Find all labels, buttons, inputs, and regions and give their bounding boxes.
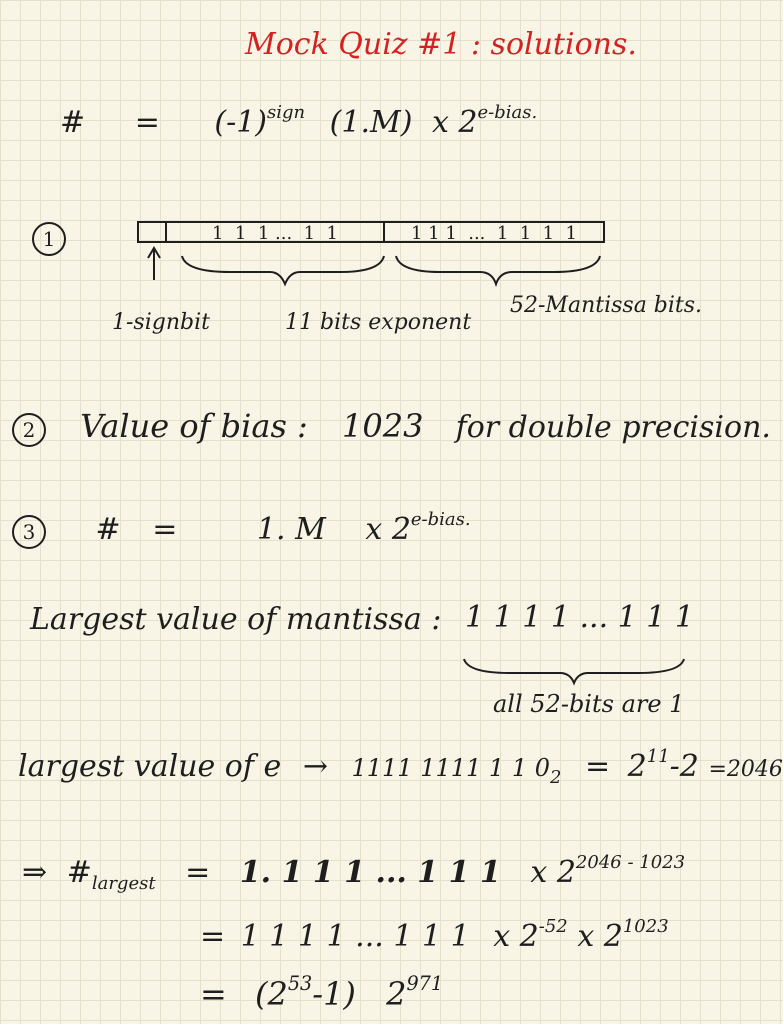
largest-e-row bbox=[18, 745, 783, 789]
mantissa-underbrace bbox=[460, 655, 690, 685]
q2-text: Value of bias : bbox=[80, 407, 308, 445]
result-lhs-sub: largest bbox=[91, 873, 156, 895]
result-lhs: # bbox=[66, 855, 92, 890]
result-line1-times: x 2 bbox=[530, 855, 576, 890]
result-line3-exp2: 971 bbox=[406, 971, 444, 995]
largest-e-arrow: → bbox=[302, 749, 328, 784]
result-line3-exp: 53 bbox=[287, 971, 313, 995]
page-title: Mock Quiz #1 : solutions. bbox=[245, 27, 637, 62]
q2-bias-value: 1023 bbox=[342, 407, 424, 445]
result-line1-eq: = bbox=[185, 855, 211, 890]
largest-mantissa-label: Largest value of mantissa : bbox=[30, 602, 442, 637]
result-line1-mantissa: 1. 1 1 1 ... 1 1 1 bbox=[239, 855, 501, 890]
result-line-3 bbox=[200, 971, 444, 1013]
largest-e-pow-base: 2 bbox=[627, 749, 647, 784]
q1-number-circle bbox=[32, 222, 66, 256]
general-formula bbox=[60, 101, 538, 140]
q2-number: 2 bbox=[12, 413, 46, 447]
result-line-1 bbox=[22, 851, 686, 895]
q3-row bbox=[12, 508, 471, 549]
q2-suffix: for double precision. bbox=[455, 410, 771, 445]
result-line-2 bbox=[200, 915, 669, 954]
formula-times: x 2 bbox=[431, 105, 478, 140]
largest-e-binary: 1111 1111 1 1 0 bbox=[351, 754, 550, 782]
largest-e-pow-exp: 11 bbox=[646, 745, 670, 767]
formula-eq: = bbox=[134, 105, 160, 140]
result-line2-mantissa: 1 1 1 1 ... 1 1 1 bbox=[240, 919, 470, 954]
result-line3-open: (2 bbox=[254, 975, 288, 1013]
largest-e-eq: = bbox=[584, 749, 611, 784]
label-exponent-bits: 11 bits exponent bbox=[285, 310, 472, 335]
largest-e-label: largest value of e bbox=[18, 749, 282, 784]
q3-lhs: # bbox=[95, 512, 121, 547]
q3-exp: e-bias. bbox=[410, 508, 471, 530]
result-arrow: ⇒ bbox=[22, 855, 48, 890]
result-line3-base: 2 bbox=[386, 975, 407, 1013]
largest-e-base: 2 bbox=[549, 767, 562, 789]
q2-row bbox=[12, 407, 771, 447]
all-bits-note: all 52-bits are 1 bbox=[493, 690, 685, 718]
result-line3-close: -1) bbox=[312, 975, 356, 1013]
result-line2-times2: x 2 bbox=[577, 919, 623, 954]
exponent-brace bbox=[182, 256, 384, 284]
largest-e-minus: -2 bbox=[669, 749, 699, 784]
result-line2-eq: = bbox=[200, 919, 226, 954]
formula-sign-exp: sign bbox=[267, 101, 306, 123]
q3-number: 3 bbox=[12, 515, 46, 549]
result-line1-exp: 2046 - 1023 bbox=[575, 851, 686, 873]
q1-number: 1 bbox=[32, 222, 66, 256]
formula-lhs: # bbox=[60, 105, 86, 140]
result-line2-exp2: 1023 bbox=[622, 915, 669, 937]
q3-times: x 2 bbox=[365, 512, 411, 547]
register-exponent-bits: 1 1 1 ... 1 1 bbox=[212, 223, 338, 244]
q3-eq: = bbox=[152, 512, 178, 547]
largest-e-result: =2046 bbox=[708, 757, 783, 782]
largest-mantissa-value: 1 1 1 1 ... 1 1 1 bbox=[465, 600, 694, 635]
mantissa-brace bbox=[396, 256, 600, 284]
formula-exp: e-bias. bbox=[477, 101, 538, 123]
formula-mantissa: (1.M) bbox=[329, 105, 413, 140]
result-line2-exp: -52 bbox=[538, 915, 568, 937]
register-mantissa-bits: 1 1 1 ... 1 1 1 1 bbox=[411, 223, 577, 244]
result-line2-times: x 2 bbox=[493, 919, 539, 954]
label-mantissa-bits: 52-Mantissa bits. bbox=[510, 293, 703, 318]
formula-sign-base: (-1) bbox=[214, 105, 268, 140]
result-line3-eq: = bbox=[200, 975, 227, 1013]
q3-rhs: 1. M bbox=[256, 512, 326, 547]
label-sign-bit: 1-signbit bbox=[112, 310, 210, 335]
